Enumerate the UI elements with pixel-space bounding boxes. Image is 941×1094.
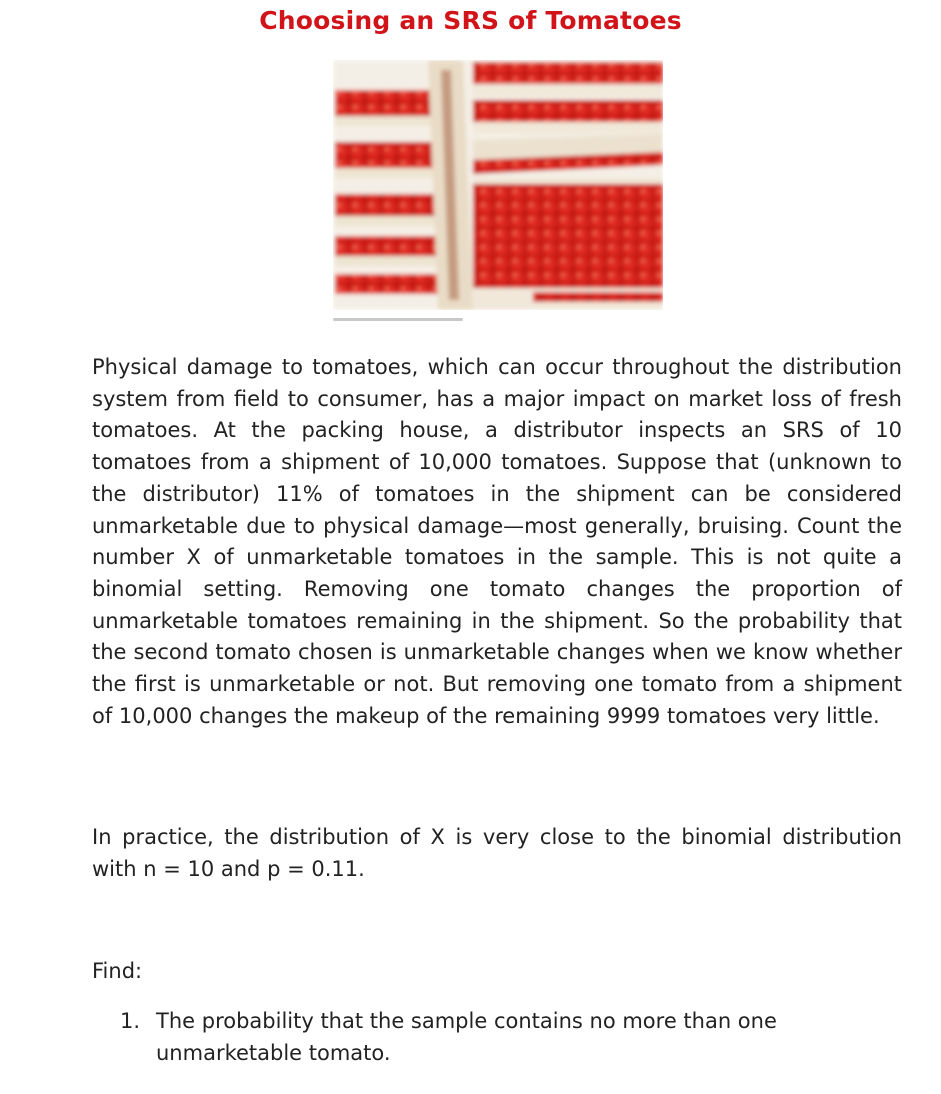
find-label: Find: [92, 959, 143, 983]
question-list [120, 1006, 910, 1069]
page-title: Choosing an SRS of Tomatoes [259, 6, 682, 35]
list-item [120, 1006, 910, 1069]
question-number: 1. [120, 1009, 141, 1033]
tomato-crates-photo [333, 60, 663, 310]
photo-credit-mark [333, 316, 463, 324]
problem-paragraph: Physical damage to tomatoes, which can occur throughout the distribution system from field to consumer, has a major impact on market loss of fresh tomatoes. At the packing house, a distributor inspects an SRS of 10 tomatoes from a shipment of 10,000 tomatoes. Suppose that (unknown to the distributor) 11% of tomatoes in the shipment can be considered unmarketable due to physical damage—most generally, bruising. Count the number X of unmarketable tomatoes in the sample. This is not quite a binomial setting. Removing one tomato changes the proportion of unmarketable tomatoes remaining in the shipment. So the probability that the second tomato chosen is unmarketable changes when we know whether the first is unmarketable or not. But removing one tomato from a shipment of 10,000 changes the makeup of the remaining 9999 tomatoes very little. [92, 355, 902, 728]
question-text: The probability that the sample contains no more than one unmarketable tomato. [156, 1009, 777, 1065]
binomial-note-paragraph: In practice, the distribution of X is very close to the binomial distribution with n = 10 and p = 0.11. [92, 825, 902, 881]
